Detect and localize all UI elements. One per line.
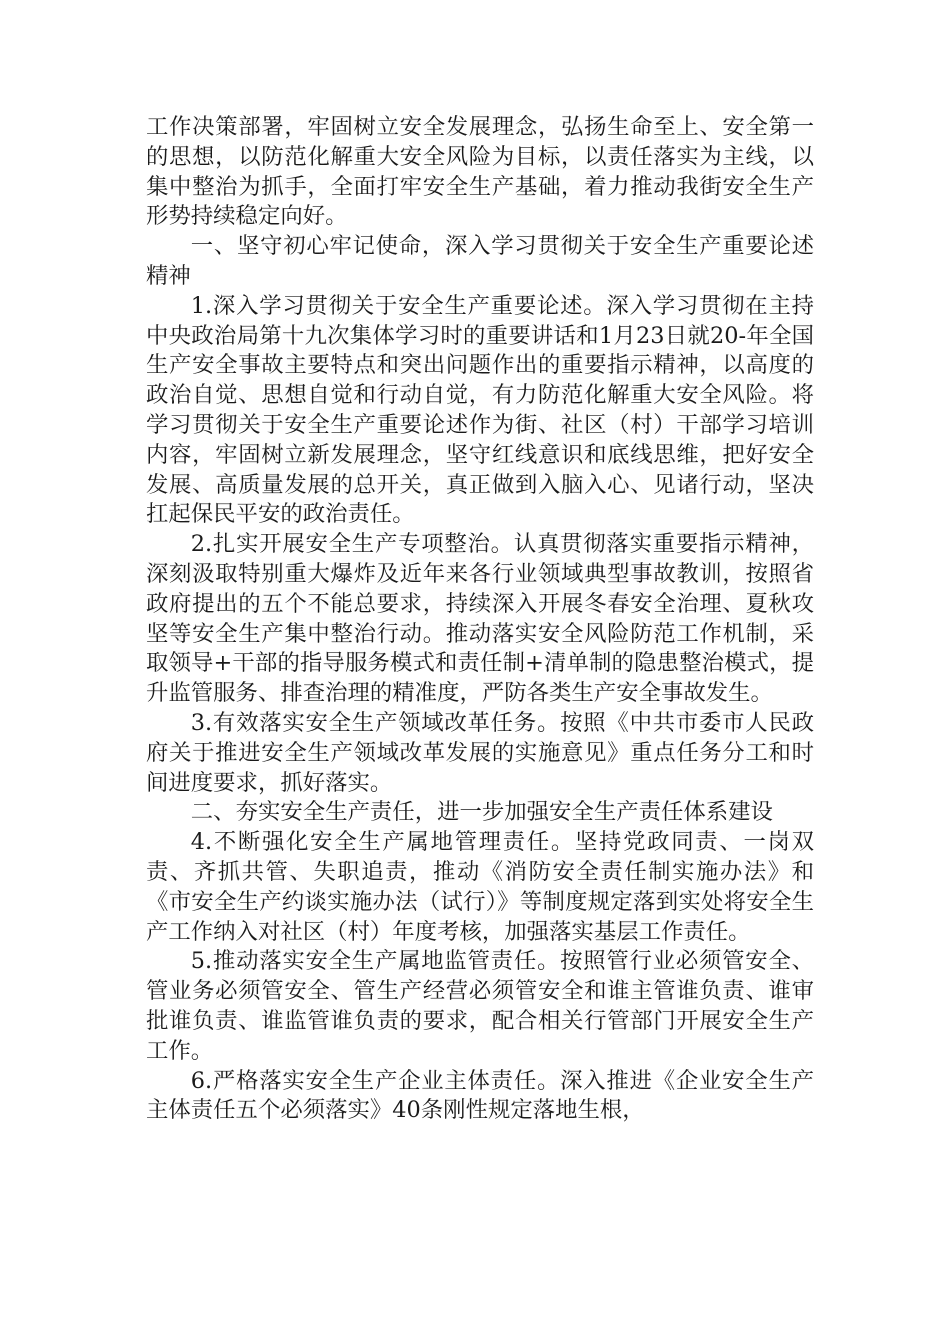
section-heading-1: 一、坚守初心牢记使命，深入学习贯彻关于安全生产重要论述精神 bbox=[146, 233, 814, 289]
paragraph-item-5: 5.推动落实安全生产属地监管责任。按照管行业必须管安全、管业务必须管安全、管生产经营必须管安全和谁主管谁负责、谁审批谁负责、谁监管谁负责的要求，配合相关行管部门开展安全生产工作。 bbox=[146, 948, 814, 1064]
paragraph-item-3: 3.有效落实安全生产领域改革任务。按照《中共市委市人民政府关于推进安全生产领域改革发展的实施意见》重点任务分工和时间进度要求，抓好落实。 bbox=[146, 709, 814, 796]
paragraph-item-1: 1.深入学习贯彻关于安全生产重要论述。深入学习贯彻在主持中央政治局第十九次集体学习时的重要讲话和1月23日就20-年全国生产安全事故主要特点和突出问题作出的重要指示精神，以高度的政治自觉、思想自觉和行动自觉，有力防范化解重大安全风险。将学习贯彻关于安全生产重要论述作为街、社区（村）干部学习培训内容，牢固树立新发展理念，坚守红线意识和底线思维，把好安全发展、高质量发展的总开关，真正做到入脑入心、见诸行动，坚决扛起保民平安的政治责任。 bbox=[146, 292, 814, 528]
paragraph-item-4: 4.不断强化安全生产属地管理责任。坚持党政同责、一岗双责、齐抓共管、失职追责，推动《消防安全责任制实施办法》和《市安全生产约谈实施办法（试行）》等制度规定落到实处将安全生产工作纳入对社区（村）年度考核，加强落实基层工作责任。 bbox=[146, 829, 814, 945]
paragraph-item-6: 6.严格落实安全生产企业主体责任。深入推进《企业安全生产主体责任五个必须落实》40条刚性规定落地生根， bbox=[146, 1067, 814, 1124]
paragraph-continuation: 工作决策部署，牢固树立安全发展理念，弘扬生命至上、安全第一的思想，以防范化解重大安全风险为目标，以责任落实为主线，以集中整治为抓手，全面打牢安全生产基础，着力推动我街安全生产形势持续稳定向好。 bbox=[146, 114, 814, 230]
section-heading-2: 二、夯实安全生产责任，进一步加强安全生产责任体系建设 bbox=[190, 799, 773, 826]
document-body bbox=[146, 113, 814, 1126]
paragraph-item-2: 2.扎实开展安全生产专项整治。认真贯彻落实重要指示精神，深刻汲取特别重大爆炸及近年来各行业领域典型事故教训，按照省政府提出的五个不能总要求，持续深入开展冬春安全治理、夏秋攻坚等安全生产集中整治行动。推动落实安全风险防范工作机制，采取领导+干部的指导服务模式和责任制+清单制的隐患整治模式，提升监管服务、排查治理的精准度，严防各类生产安全事故发生。 bbox=[146, 531, 814, 707]
